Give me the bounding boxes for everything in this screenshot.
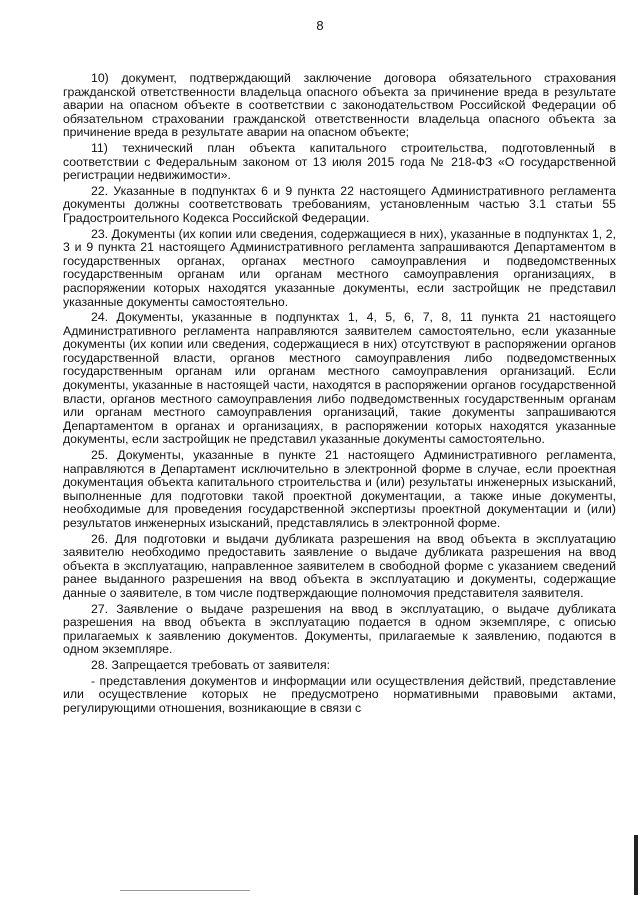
document-body — [63, 72, 616, 717]
paragraph-item-11: 11) технический план объекта капитального строительства, подготовленный в соответствии с Федеральным законом от 13 июля 2015 года № 218-ФЗ «О государственной регистрации недвижимости». — [63, 140, 616, 183]
paragraph-28-bullet: - представления документов и информации или осуществления действий, представление или осуществление которых не предусмотрено нормативными правовыми актами, регулирующими отношения, возникающие в связи с — [63, 673, 616, 715]
paragraph-item-10: 10) документ, подтверждающий заключение договора обязательного страхования гражданской ответственности владельца опасного объекта за причинение вреда в результате аварии на опасном объекте в соответствии с законодательством Российской Федерации об обязательном страховании гражданской ответственности владельца опасного объекта за причинение вреда в результате аварии на опасном объекте; — [63, 71, 616, 140]
paragraph-26: 26. Для подготовки и выдачи дубликата разрешения на ввод объекта в эксплуатацию заявителю необходимо предоставить заявление о выдаче дубликата разрешения на ввод объекта в эксплуатацию, направленное заявителем в свободной форме с указанием сведений ранее выданного разрешения на ввод объекта в эксплуатацию и документы, содержащие данные о заявителе, в том числе подтверждающие полномочия представителя заявителя. — [63, 531, 616, 600]
page-number: 8 — [316, 18, 324, 33]
paragraph-28: 28. Запрещается требовать от заявителя: — [91, 657, 331, 672]
paragraph-22: 22. Указанные в подпунктах 6 и 9 пункта 22 настоящего Административного регламента документы должны соответствовать требованиям, установленным частью 3.1 статьи 55 Градостроительного Кодекса Российской Федерации. — [63, 183, 616, 225]
paragraph-27: 27. Заявление о выдаче разрешения на ввод в эксплуатацию, о выдаче дубликата разрешения на ввод объекта в эксплуатацию подается в одном экземпляре, с описью прилагаемых к заявлению документов. Документы, прилагаемые к заявлению, подаются в одном экземпляре. — [63, 601, 616, 657]
footer-scan-artifact — [120, 890, 250, 891]
paragraph-25: 25. Документы, указанные в пункте 21 настоящего Административного регламента, направляются в Департамент исключительно в электронной форме в случае, если проектная документация объекта капитального строительства и (или) результаты инженерных изысканий, выполненные для подготовки такой проектной документации, а также иные документы, необходимые для проведения государственной экспертизы проектной документации и (или) результатов инженерных изысканий, представлялись в электронной форме. — [63, 448, 616, 530]
paragraph-23: 23. Документы (их копии или сведения, содержащиеся в них), указанные в подпунктах 1, 2, 3 и 9 пункта 21 настоящего Административного регламента запрашиваются Департаментом в государственных органах, органах местного самоуправления и подведомственных государственным органам или органам местного самоуправления организациях, в распоряжении которых находятся указанные документы, если застройщик не представил указанные документы самостоятельно. — [63, 226, 616, 309]
paragraph-24: 24. Документы, указанные в подпунктах 1, 4, 5, 6, 7, 8, 11 пункта 21 настоящего Административного регламента направляются заявителем самостоятельно, если указанные документы (их копии или сведения, содержащиеся в них) отсутствуют в распоряжении органов государственной власти, органов местного самоуправления либо подведомственных государственным органам или органам местного самоуправления организаций. Если документы, указанные в настоящей части, находятся в распоряжении органов государственной власти, органов местного самоуправления либо подведомственных государственным органам или органам местного самоуправления организаций, такие документы запрашиваются Департаментом в органах и организациях, в распоряжении которых находятся указанные документы, если застройщик не представил указанные документы самостоятельно. — [63, 310, 616, 447]
scan-edge-artifact — [634, 835, 638, 895]
